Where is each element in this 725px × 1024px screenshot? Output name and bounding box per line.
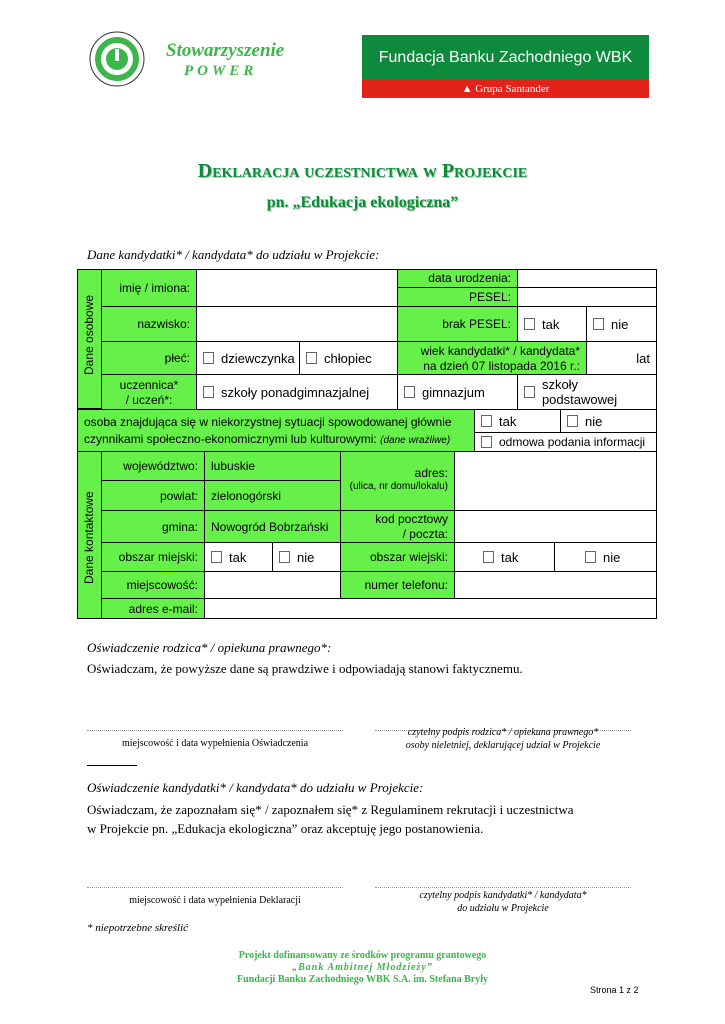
age-input[interactable]: lat (586, 341, 657, 375)
parent-sign-label: czytelny podpis rodzica* / opiekuna prawnego* osoby nieletniej, deklarującej udział w Projekcie (405, 727, 601, 751)
checkbox-icon (567, 415, 578, 427)
label-no-pesel: brak PESEL: (397, 306, 518, 342)
checkbox-icon (279, 551, 290, 563)
checkbox-icon (585, 551, 596, 563)
checkbox-icon (524, 318, 535, 330)
page-number: Strona 1 z 2 (590, 985, 639, 995)
candidate-place-date-label: miejscowość i data wypełnienia Deklaracji (129, 895, 301, 906)
section-contact: Dane kontaktowe (77, 451, 102, 619)
label-email: adres e-mail: (101, 598, 205, 619)
label-phone: numer telefonu: (340, 571, 455, 599)
candidate-sign-line (375, 887, 631, 888)
candidate-heading: Oświadczenie kandydatki* / kandydata* do udziału w Projekcie: (87, 780, 424, 795)
label-postcode: kod pocztowy / poczta: (340, 510, 455, 543)
disadvantaged-no[interactable]: nie (560, 409, 657, 433)
grupa-santander: ▲ Grupa Santander (362, 80, 649, 98)
urban-yes[interactable]: tak (204, 542, 273, 572)
label-student: uczennica* / uczeń*: (101, 374, 197, 410)
checkbox-icon (593, 318, 604, 330)
candidate-place-line (87, 887, 343, 888)
checkbox-icon (481, 436, 492, 448)
label-county: powiat: (101, 480, 205, 511)
label-disadvantaged: osoba znajdująca się w niekorzystnej sytuacji spowodowanej głównie czynnikami społeczno-ekonomicznymi lub kulturowymi: (dane wrażliwe) (77, 409, 475, 452)
stowarzyszenie-power-logo (88, 30, 288, 94)
label-birth-date: data urodzenia: (397, 269, 518, 288)
parent-place-date-label: miejscowość i data wypełnienia Oświadczenia (121, 738, 309, 749)
postcode-input[interactable] (454, 510, 657, 543)
address-input[interactable] (454, 451, 657, 511)
fundacja-bzwbk-logo (362, 35, 649, 98)
school-primary[interactable]: szkoły podstawowej (517, 374, 657, 410)
checkbox-icon (404, 386, 415, 398)
checkbox-icon (483, 551, 494, 563)
intro-text: Dane kandydatki* / kandydata* do udziału w Projekcie: (87, 247, 380, 262)
power-ring-icon (88, 30, 146, 88)
email-input[interactable] (204, 598, 657, 619)
gender-male[interactable]: chłopiec (299, 341, 398, 375)
logo-name-line2: POWER (184, 63, 258, 79)
rural-yes[interactable]: tak (454, 542, 555, 572)
checkbox-icon (481, 415, 492, 427)
label-first-name: imię / imiona: (101, 269, 197, 307)
document-subtitle: pn. „Edukacja ekologiczna” (266, 194, 459, 211)
section-personal: Dane osobowe (77, 269, 102, 409)
label-address: adres: (ulica, nr domu/lokalu) (340, 451, 455, 511)
label-city: miejscowość: (101, 571, 205, 599)
santander-flame-icon: ▲ (461, 83, 476, 95)
footer-funding: Projekt dofinansowany ze środków programu grantowego „Bank Ambitnej Młodzieży” Fundacji Banku Zachodniego WBK S.A. im. Stefana Bryły (237, 950, 488, 985)
label-pesel: PESEL: (397, 287, 518, 307)
document-title: Deklaracja uczestnictwa w Projekcie (197, 160, 528, 182)
pesel-input[interactable] (517, 287, 657, 307)
first-name-input[interactable] (196, 269, 398, 307)
city-input[interactable] (204, 571, 341, 599)
divider (87, 765, 137, 766)
candidate-statement: Oświadczam, że zapoznałam się* / zapoznałem się* z Regulaminem rekrutacji i uczestnictwa w Projekcie pn. „Edukacja ekologiczna” oraz akceptuję jego postanowienia. (87, 802, 574, 836)
label-rural: obszar wiejski: (340, 542, 455, 572)
no-pesel-yes[interactable]: tak (517, 306, 587, 342)
county-value: zielonogórski (204, 480, 341, 511)
label-urban: obszar miejski: (101, 542, 205, 572)
birth-date-input[interactable] (517, 269, 657, 288)
logo-name-line1: Stowarzyszenie (166, 40, 285, 61)
checkbox-icon (211, 551, 222, 563)
commune-value: Nowogród Bobrzański (204, 510, 341, 543)
footnote: * niepotrzebne skreślić (87, 922, 189, 934)
school-middle[interactable]: gimnazjum (397, 374, 518, 410)
checkbox-icon (203, 386, 214, 398)
voivodeship-value: lubuskie (204, 451, 341, 481)
urban-no[interactable]: nie (272, 542, 341, 572)
disadvantaged-refuse[interactable]: odmowa podania informacji (474, 432, 657, 452)
parent-heading: Oświadczenie rodzica* / opiekuna prawnego*: (87, 640, 332, 655)
checkbox-icon (203, 352, 214, 364)
checkbox-icon (306, 352, 317, 364)
rural-no[interactable]: nie (554, 542, 657, 572)
parent-place-line (87, 730, 343, 731)
school-upper-secondary[interactable]: szkoły ponadgimnazjalnej (196, 374, 398, 410)
label-age: wiek kandydatki* / kandydata* na dzień 07 listopada 2016 r.: (397, 341, 587, 375)
label-surname: nazwisko: (101, 306, 197, 342)
disadvantaged-yes[interactable]: tak (474, 409, 561, 433)
phone-input[interactable] (454, 571, 657, 599)
no-pesel-no[interactable]: nie (586, 306, 657, 342)
gender-female[interactable]: dziewczynka (196, 341, 300, 375)
candidate-sign-label: czytelny podpis kandydatki* / kandydata* do udziału w Projekcie (419, 890, 587, 914)
label-voivodeship: województwo: (101, 451, 205, 481)
surname-input[interactable] (196, 306, 398, 342)
fundacja-name: Fundacja Banku Zachodniego WBK (362, 35, 649, 80)
checkbox-icon (524, 386, 535, 398)
label-commune: gmina: (101, 510, 205, 543)
parent-statement: Oświadczam, że powyższe dane są prawdziwe i odpowiadają stanowi faktycznemu. (87, 661, 523, 676)
label-gender: płeć: (101, 341, 197, 375)
